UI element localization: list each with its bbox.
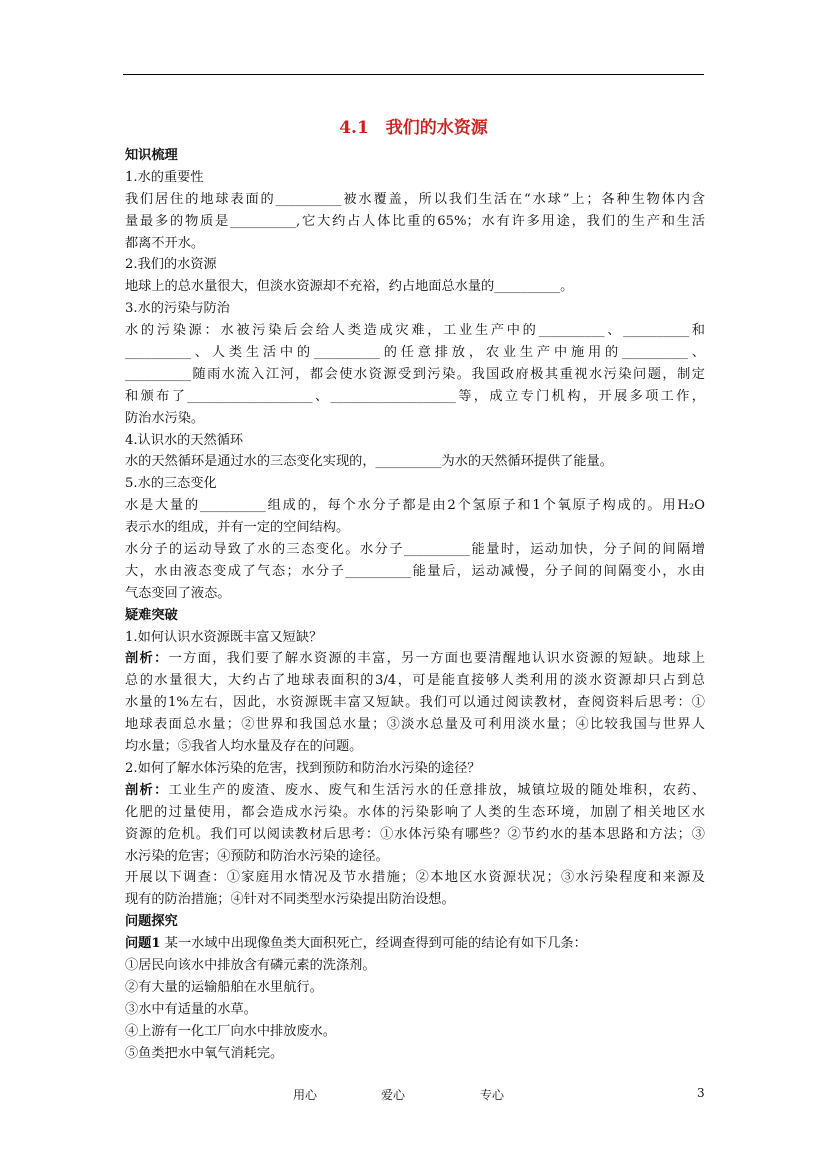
line-text: 地球表面总水量；②世界和我国总水量；③淡水总量及可利用淡水量；④比较我国与世界人: [125, 717, 705, 733]
text-line: [125, 495, 705, 517]
line-text: 气态变回了液态。: [125, 585, 231, 601]
text-line: [125, 867, 705, 889]
footer-word-1: 用心: [293, 1088, 318, 1102]
line-text: 大，水由液态变成了气态；水分子__________能量后，运动减慢，分子间的间隔变小，水由: [125, 563, 705, 579]
line-text: 现有的防治措施；④针对不同类型水污染提出防治设想。: [125, 892, 455, 908]
bold-lead: 问题1: [125, 936, 161, 952]
line-text: 都离不开水。: [125, 235, 205, 251]
line-text: 4.认识水的天然循环: [125, 432, 244, 448]
text-line: [125, 933, 705, 955]
text-line: [125, 189, 705, 211]
line-text: __________、人类生活中的__________的任意排放，农业生产中施用的__________、: [125, 345, 705, 361]
line-text: 水是大量的__________组成的，每个水分子都是由2个氢原子和1个氧原子构成的。用H₂O: [125, 498, 705, 514]
text-line: [125, 517, 705, 539]
section-heading: [125, 911, 705, 933]
line-text: 2.如何了解水体污染的危害，找到预防和防治水污染的途径？: [125, 760, 481, 776]
text-line: [125, 670, 705, 692]
text-line: [125, 692, 705, 714]
line-text: 5.水的三态变化: [125, 476, 217, 492]
line-text: 水分子的运动导致了水的三态变化。水分子__________能量时，运动加快，分子间的间隔增: [125, 542, 705, 558]
text-line: [125, 714, 705, 736]
footer-word-3: 专心: [480, 1088, 505, 1102]
line-text: ④上游有一化工厂向水中排放废水。: [125, 1023, 336, 1039]
text-line: [125, 648, 705, 670]
line-text: 1.水的重要性: [125, 169, 204, 185]
header-rule: [123, 74, 704, 75]
text-line: [125, 1021, 705, 1043]
text-line: [125, 583, 705, 605]
text-line: [125, 824, 705, 846]
text-line: [125, 1043, 705, 1065]
section-heading: [125, 145, 705, 167]
text-line: [125, 254, 705, 276]
text-line: [125, 977, 705, 999]
text-line: [125, 342, 705, 364]
line-text: 某一水域中出现像鱼类大面积死亡，经调查得到可能的结论有如下几条：: [160, 936, 587, 952]
line-text: 1.如何认识水资源既丰富又短缺？: [125, 629, 323, 645]
text-line: [125, 955, 705, 977]
text-line: [125, 233, 705, 255]
line-text: 一方面，我们要了解水资源的丰富，另一方面也要清醒地认识水资源的短缺。地球上: [168, 651, 705, 667]
line-text: __________随雨水流入江河，都会使水资源受到污染。我国政府极其重视水污染问题，制定: [125, 366, 705, 382]
line-text: ①居民向该水中排放含有磷元素的洗涤剂。: [125, 957, 376, 973]
line-text: 2.我们的水资源: [125, 257, 217, 273]
footer-word-2: 爱心: [381, 1088, 406, 1102]
text-line: [125, 473, 705, 495]
line-text: 知识梳理: [125, 148, 178, 163]
text-line: [125, 320, 705, 342]
line-text: ⑤鱼类把水中氧气消耗完。: [125, 1045, 284, 1061]
text-line: [125, 430, 705, 452]
line-text: ②有大量的运输船舶在水里航行。: [125, 979, 323, 995]
text-line: [125, 276, 705, 298]
line-text: 地球上的总水量很大，但淡水资源却不充裕，约占地面总水量的__________。: [125, 279, 574, 295]
text-line: [125, 627, 705, 649]
line-text: ③水中有适量的水草。: [125, 1001, 257, 1017]
text-line: [125, 846, 705, 868]
line-text: 水污染的危害；④预防和防治水污染的途径。: [125, 848, 389, 864]
text-line: [125, 736, 705, 758]
section-heading: [125, 605, 705, 627]
text-line: [125, 211, 705, 233]
line-text: 资源的危机。我们可以阅读教材后思考：①水体污染有哪些？②节约水的基本思路和方法；③: [125, 826, 705, 842]
text-line: [125, 999, 705, 1021]
bold-lead: 剖析：: [125, 651, 169, 667]
text-line: [125, 408, 705, 430]
line-text: 水量的1%左右，因此，水资源既丰富又短缺。我们可以通过阅读教材，查阅资料后思考：①: [125, 695, 705, 711]
text-line: [125, 802, 705, 824]
text-line: [125, 561, 705, 583]
page-number: 3: [697, 1086, 705, 1100]
line-text: 水的污染源：水被污染后会给人类造成灾难，工业生产中的__________、__________和: [125, 323, 705, 339]
line-text: 开展以下调查：①家庭用水情况及节水措施；②本地区水资源状况；③水污染程度和来源及: [125, 870, 705, 886]
text-line: [125, 539, 705, 561]
line-text: 和颁布了___________________、___________________等，成立专门机构，开展多项工作，: [125, 388, 705, 404]
line-text: 表示水的组成，并有一定的空间结构。: [125, 520, 350, 536]
page-title: 4.1 我们的水资源: [339, 118, 488, 138]
line-text: 总的水量很大，大约占了地球表面积的3/4，可是能直接够人类利用的淡水资源却只占到总: [125, 673, 705, 689]
text-line: [125, 780, 705, 802]
line-text: 水的天然循环是通过水的三态变化实现的，__________为水的天然循环提供了能量。: [125, 454, 613, 470]
text-line: [125, 298, 705, 320]
text-line: [125, 451, 705, 473]
body-text: [125, 145, 705, 1064]
line-text: 均水量；⑤我省人均水量及存在的问题。: [125, 739, 363, 755]
line-text: 防治水污染。: [125, 410, 205, 426]
bold-lead: 剖析：: [125, 782, 169, 798]
text-line: [125, 386, 705, 408]
line-text: 化肥的过量使用，都会造成水污染。水体的污染影响了人类的生态环境，加剧了相关地区水: [125, 804, 705, 820]
line-text: 工业生产的废渣、废水、废气和生活污水的任意排放，城镇垃圾的随处堆积，农药、: [168, 782, 705, 798]
text-line: [125, 364, 705, 386]
line-text: 问题探究: [125, 914, 178, 930]
line-text: 疑难突破: [125, 607, 178, 623]
text-line: [125, 758, 705, 780]
line-text: 3.水的污染与防治: [125, 301, 230, 317]
line-text: 我们居住的地球表面的__________被水覆盖，所以我们生活在“水球”上；各种生物体内含: [125, 191, 705, 207]
text-line: [125, 889, 705, 911]
text-line: [125, 167, 705, 189]
line-text: 量最多的物质是__________,它大约占人体比重的65%；水有许多用途，我们的生产和生活: [125, 213, 705, 229]
